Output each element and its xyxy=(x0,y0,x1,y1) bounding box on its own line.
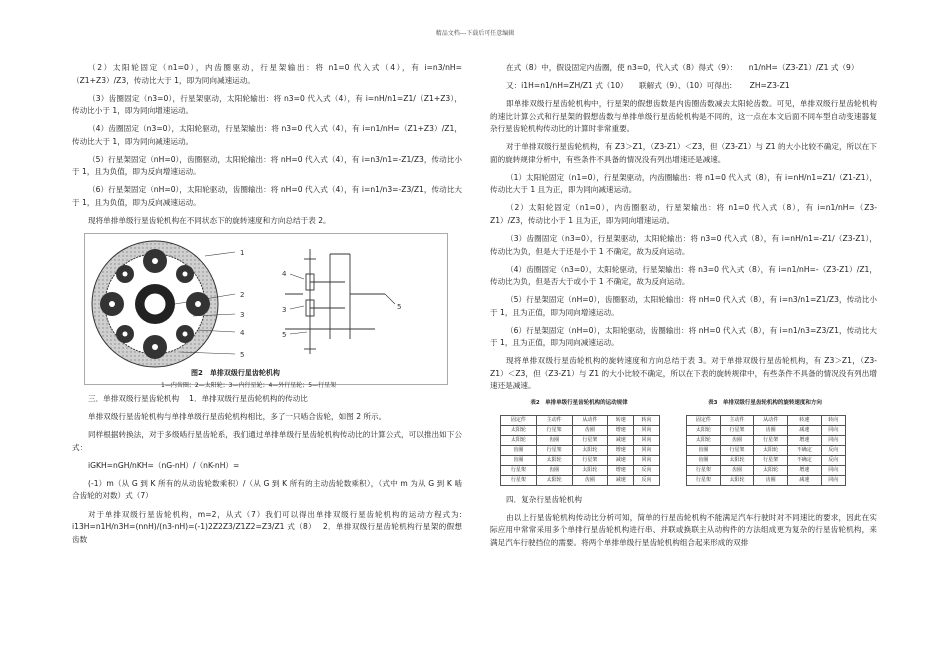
table-cell: 齿圈 xyxy=(536,435,572,445)
paragraph: （4）齿圈固定（n3=0），太阳轮驱动，行星架输出：将 n3=0 代入式（4），有 i=n1/nH=（Z1+Z3）/Z1，传动比大于 1，即为同向减速运动。 xyxy=(72,124,462,146)
table-cell: 从动件 xyxy=(754,415,788,425)
table-row xyxy=(501,475,660,485)
paragraph: （4）齿圈固定（n3=0），太阳轮驱动，行星架输出：将 n3=0 代入式（8），有 i=n1/nH=-（Z3-Z1）/Z1，传动比为负，但是否大于或小于 1 不确定，故为反向运动。 xyxy=(490,264,877,287)
label-5b: 5 xyxy=(282,331,287,340)
label-1: 1 xyxy=(240,249,245,258)
table-cell: 反向 xyxy=(821,445,845,455)
left-column xyxy=(72,62,478,552)
table-row xyxy=(687,445,846,455)
paragraph: 现将单排双级行星齿轮机构的旋转速度和方向总结于表 3。对于单排双级行星齿轮机构，有 Z3＞Z1，（Z3-Z1）＜Z3，但（Z3-Z1）与 Z1 的大小比较不确定，所以在下表的旋转规律中，有些条件不具备的情况没有列出增速还是减速。 xyxy=(490,356,877,391)
table-cell: 行星架 xyxy=(501,465,537,475)
table-cell: 行星架 xyxy=(536,425,572,435)
table-cell: 反向 xyxy=(821,455,845,465)
table-cell: 不确定 xyxy=(787,455,821,465)
table-cell: 固定件 xyxy=(687,415,721,425)
paragraph: 由以上行星齿轮机构传动比分析可知，简单的行星齿轮机构不能满足汽车行驶时对不同速比的要求，因此在实际应用中常常采用多个单排行星齿轮机构进行串、并联或换联主从动构件的方法组成更为复杂的行星齿轮机构，来满足汽车行驶挡位的需要。将两个单排单级行星齿轮机构组合起来形成的双排 xyxy=(490,512,877,547)
label-3: 3 xyxy=(240,311,245,320)
table-cell: 主动件 xyxy=(536,415,572,425)
table-cell: 同向 xyxy=(634,455,660,465)
table-cell: 行星架 xyxy=(720,445,754,455)
table-row xyxy=(501,435,660,445)
label-5c: 5 xyxy=(397,303,402,312)
table-row xyxy=(501,425,660,435)
section-heading: 三．单排双级行星齿轮机构 1．单排双级行星齿轮机构的传动比 xyxy=(88,394,308,404)
section-heading: 四．复杂行星齿轮机构 xyxy=(506,494,582,504)
table-cell: 增速 xyxy=(787,435,821,445)
table-cell: 减速 xyxy=(787,475,821,485)
table-cell: 齿圈 xyxy=(754,425,788,435)
gear-diagram xyxy=(85,234,447,384)
table-cell: 转速 xyxy=(787,415,821,425)
table-cell: 减速 xyxy=(608,475,634,485)
table-row xyxy=(501,445,660,455)
table-cell: 转速 xyxy=(608,415,634,425)
table-cell: 太阳轮 xyxy=(572,445,608,455)
paragraph: （3）齿圈固定（n3=0），行星架驱动，太阳轮输出：将 n3=0 代入式（8），有 i=nH/n1=-Z1/（Z3-Z1），传动比为负，但是大于还是小于 1 不确定，故为反向运动。 xyxy=(490,234,877,256)
table-cell: 反向 xyxy=(634,465,660,475)
page-header: 精品文档---下载后可任意编辑 xyxy=(435,30,515,37)
paragraph: 同样根据转换法，对于多级啮行星齿轮系，我们通过单排单级行星齿轮机构传动比的计算公式，可以推出如下公式： xyxy=(72,430,462,452)
table-cell: 行星架 xyxy=(754,435,788,445)
table-row xyxy=(501,455,660,465)
table-cell: 齿圈 xyxy=(501,445,537,455)
paragraph: （2）太阳轮固定（n1=0），内齿圈驱动，行星架输出：将 n1=0 代入式（4），有 i=n3/nH=（Z1+Z3）/Z3，传动比大于 1，即为同向减速运动。 xyxy=(72,63,462,85)
table-2 xyxy=(494,399,664,486)
table-cell: 齿圈 xyxy=(572,425,608,435)
table-row xyxy=(687,415,846,425)
table-cell: 行星架 xyxy=(720,425,754,435)
schematic xyxy=(285,249,385,354)
table-cell: 同向 xyxy=(821,425,845,435)
table-row xyxy=(687,455,846,465)
right-column xyxy=(490,62,877,555)
table-cell: 同向 xyxy=(634,425,660,435)
table-cell: 齿圈 xyxy=(720,435,754,445)
figure-caption: 图2 单排双级行星齿轮机构 xyxy=(191,369,280,378)
table-cell: 行星架 xyxy=(754,455,788,465)
table-cell: 增速 xyxy=(608,445,634,455)
table-row xyxy=(687,475,846,485)
paragraph: （1）太阳轮固定（n1=0），行星架驱动，内齿圈输出：将 n1=0 代入式（8），有 i=nH/n1=Z1/（Z1-Z1），传动比大于 1 且为正，即为同向减速运动。 xyxy=(490,172,877,195)
table-cell: 同向 xyxy=(634,435,660,445)
table-cell: 齿圈 xyxy=(501,455,537,465)
table-cell: 太阳轮 xyxy=(687,425,721,435)
paragraph: 在式（8）中，假设固定内齿圈，使 n3=0，代入式（8）得式（9）： n1/nH=（Z3-Z1）/Z1 式（9） xyxy=(506,63,859,72)
figure-2 xyxy=(84,233,448,390)
paragraph: 现将单排单级行星齿轮机构在不同状态下的旋转速度和方向总结于表 2。 xyxy=(88,215,331,225)
table-cell: 主动件 xyxy=(720,415,754,425)
table-cell: 太阳轮 xyxy=(536,455,572,465)
table-cell: 同向 xyxy=(634,445,660,455)
table-cell: 行星架 xyxy=(687,465,721,475)
label-3b: 3 xyxy=(282,306,287,315)
paragraph: 对于单排双级行星齿轮机构，m=2，从式（7）我们可以得出单排双级行星齿轮机构的运动方程式为: i13H=n1H/n3H=(nnH)/(n3-nH)=(-1)2Z2Z3/Z1Z2=Z3/Z1 式（8） 2．单排双级行星齿轮机构行星架的假想齿数 xyxy=(72,509,478,544)
paragraph: 单排双级行星齿轮机构与单排单级行星齿轮机构相比，多了一只啮合齿轮，如图 2 所示。 xyxy=(88,412,387,422)
table-cell: 太阳轮 xyxy=(501,435,537,445)
table-cell: 同向 xyxy=(821,475,845,485)
table-title: 表2 单排单级行星齿轮机构的运动规律 xyxy=(530,399,628,406)
table-cell: 减速 xyxy=(787,425,821,435)
paragraph: 又：i1H=n1/nH=ZH/Z1 式（10） 联解式（9）、（10）可得出: ZH=Z3-Z1 xyxy=(506,81,790,91)
table-title: 表3 单排双级行星齿轮机构的旋转速度和方向 xyxy=(708,399,822,406)
table-cell: 增速 xyxy=(608,425,634,435)
table-cell: 齿圈 xyxy=(720,465,754,475)
table-cell: 增速 xyxy=(787,465,821,475)
table-cell: 行星架 xyxy=(572,455,608,465)
table-cell: 行星架 xyxy=(501,475,537,485)
table-cell: 太阳轮 xyxy=(720,455,754,465)
paragraph: （5）行星架固定（nH=0），齿圈驱动，太阳轮输出：将 nH=0 代入式（8），有 i=n3/n1=Z1/Z3，传动比小于 1，且为正值，即为同向增速运动。 xyxy=(490,295,877,317)
table xyxy=(500,415,660,486)
table-cell: 增速 xyxy=(608,465,634,475)
table-cell: 太阳轮 xyxy=(536,475,572,485)
table-cell: 齿圈 xyxy=(754,475,788,485)
paragraph: 即单排双级行星齿轮机构中，行星架的假想齿数是内齿圈齿数减去太阳轮齿数。可见，单排双级行星齿轮机构的速比计算公式和行星架的假想齿数与单排单级行星齿轮机构是不同的，这一点在本文后面不同车型自动变速器复杂行星齿轮机构传动比的计算时非常重要。 xyxy=(490,99,877,134)
table-cell: 太阳轮 xyxy=(754,465,788,475)
table xyxy=(686,415,846,486)
paragraph: (-1）m（从 G 到 K 所有的从动齿轮数乘积）/（从 G 到 K 所有的主动齿轮数乘积），（式中 m 为从 G 到 K 啮合齿轮的对数）式（7） xyxy=(72,478,462,501)
label-5: 5 xyxy=(240,351,245,360)
table-cell: 减速 xyxy=(608,435,634,445)
table-cell: 太阳轮 xyxy=(572,465,608,475)
label-4: 4 xyxy=(240,329,245,338)
table-cell: 从动件 xyxy=(572,415,608,425)
paragraph: （6）行星架固定（nH=0），太阳轮驱动，齿圈输出：将 nH=0 代入式（4），有 i=n1/n3=-Z3/Z1，传动比大于 1，且为负值，即为反向减速运动。 xyxy=(72,185,462,207)
paragraph: （6）行星架固定（nH=0），太阳轮驱动，齿圈输出：将 nH=0 代入式（8），有 i=n1/n3=Z3/Z1，传动比大于 1，且为正值，即为同向减速运动。 xyxy=(490,325,877,348)
table-row xyxy=(687,465,846,475)
table-cell: 转向 xyxy=(634,415,660,425)
table-cell: 同向 xyxy=(821,465,845,475)
table-row xyxy=(687,425,846,435)
table-cell: 太阳轮 xyxy=(687,435,721,445)
label-4b: 4 xyxy=(282,270,287,279)
table-cell: 同向 xyxy=(821,435,845,445)
table-row xyxy=(501,415,660,425)
formula: iGKH=nGH/nKH=（nG-nH）/（nK-nH）= xyxy=(88,460,240,470)
table-cell: 太阳轮 xyxy=(754,445,788,455)
table-cell: 行星架 xyxy=(572,435,608,445)
table-cell: 太阳轮 xyxy=(501,425,537,435)
table-cell: 减速 xyxy=(608,455,634,465)
table-cell: 固定件 xyxy=(501,415,537,425)
table-cell: 不确定 xyxy=(787,445,821,455)
table-cell: 反向 xyxy=(634,475,660,485)
table-row xyxy=(687,435,846,445)
table-cell: 齿圈 xyxy=(687,455,721,465)
figure-legend: 1—内齿圈；2—太阳轮；3—内行星轮；4—外行星轮；5—行星架 xyxy=(161,382,337,390)
table-cell: 行星架 xyxy=(687,475,721,485)
table-cell: 太阳轮 xyxy=(720,475,754,485)
paragraph: 对于单排双级行星齿轮机构，有 Z3＞Z1，（Z3-Z1）＜Z3，但（Z3-Z1）与 Z1 的大小比较不确定，所以在下面的旋转规律分析中，有些条件不具备的情况没有列出增速还是减速。 xyxy=(490,142,877,164)
label-2: 2 xyxy=(240,291,245,300)
table-cell: 齿圈 xyxy=(687,445,721,455)
table-cell: 齿圈 xyxy=(536,465,572,475)
table-3 xyxy=(680,399,850,486)
table-cell: 转向 xyxy=(821,415,845,425)
paragraph: （3）齿圈固定（n3=0），行星架驱动，太阳轮输出：将 n3=0 代入式（4），有 i=nH/n1=Z1/（Z1+Z3），传动比小于 1，即为同向增速运动。 xyxy=(72,93,462,116)
table-cell: 行星架 xyxy=(536,445,572,455)
paragraph: （5）行星架固定（nH=0），齿圈驱动，太阳轮输出：将 nH=0 代入式（4），有 i=n3/n1=-Z1/Z3，传动比小于 1，且为负值，即为反向增速运动。 xyxy=(72,154,462,177)
tables-row xyxy=(494,399,877,486)
paragraph: （2）太阳轮固定（n1=0），内齿圈驱动，行星架输出：将 n1=0 代入式（8），有 i=n1/nH=（Z3-Z1）/Z3，传动比小于 1 且为正，即为同向增速运动。 xyxy=(490,203,877,225)
table-row xyxy=(501,465,660,475)
table-cell: 齿圈 xyxy=(572,475,608,485)
